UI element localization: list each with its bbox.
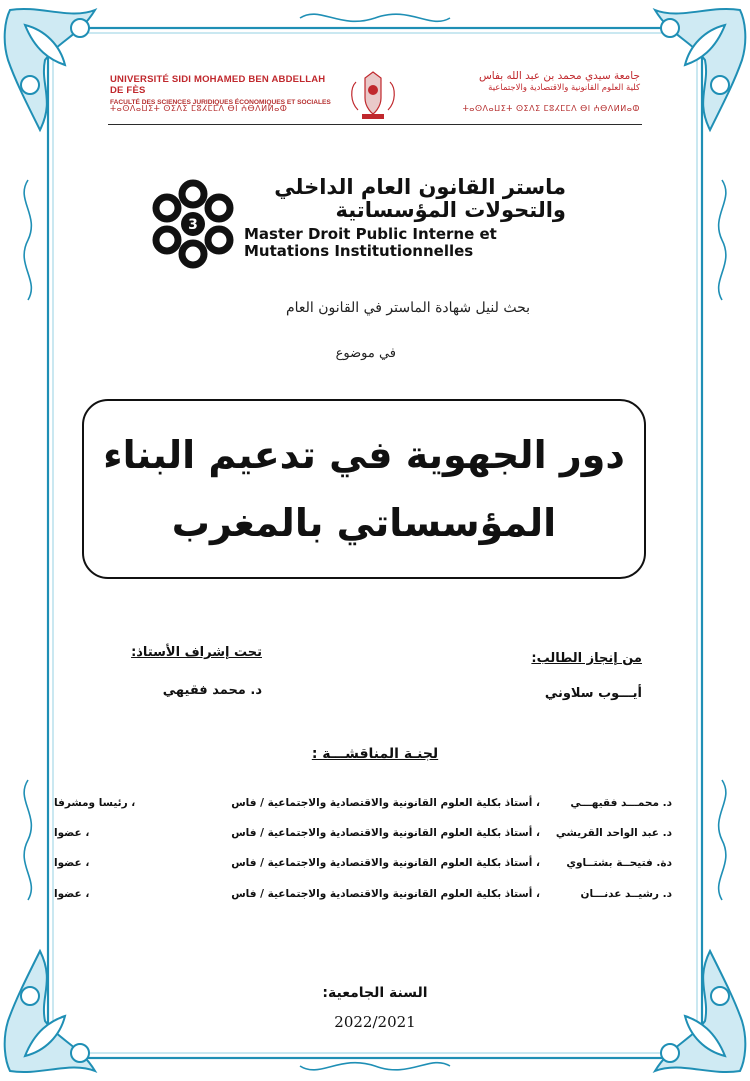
committee-member-row (54, 827, 672, 847)
side-ornament-left (24, 180, 31, 900)
svg-text:3: 3 (188, 217, 198, 233)
thesis-title-box (82, 399, 646, 579)
thesis-purpose: بحث لنيل شهادة الماستر في القانون العام (285, 300, 530, 316)
university-name-french (110, 74, 340, 106)
supervisor-name: د. محمد فقيهي (162, 683, 262, 698)
faculty-ar-line: كلية العلوم القانونية والاقتصادية والاجتماعية (488, 83, 640, 93)
corner-ornament-bottom-left (5, 951, 95, 1072)
member-name: دة. فتيحــة بشتــاوي (566, 857, 672, 869)
member-name: د. محمـــد فقيهـــي (570, 797, 672, 809)
topic-intro: في موضوع (335, 346, 396, 361)
committee-member-row (54, 797, 672, 817)
tifinagh-text-left: ⵜⴰⵙⴷⴰⵡⵉⵜ ⵙⵉⴷⵉ ⵎⵓⵃⵎⵎⴷ ⴱⵏ ⵄⴱⴷⵍⵍⴰⵀ (110, 104, 288, 113)
header-divider (108, 124, 642, 125)
tifinagh-text-right: ⵜⴰⵙⴷⴰⵡⵉⵜ ⵙⵉⴷⵉ ⵎⵓⵃⵎⵎⴷ ⴱⵏ ⵄⴱⴷⵍⵍⴰⵀ (462, 104, 640, 113)
corner-ornament-bottom-right (655, 951, 745, 1072)
bottom-ornament (300, 1063, 450, 1070)
thesis-title-line1: دور الجهوية في تدعيم البناء (103, 433, 625, 477)
university-ar-line: جامعة سيدي محمد بن عبد الله بفاس (478, 70, 640, 82)
supervisor-label: تحت إشراف الأستاذ: (131, 645, 262, 660)
academic-year-label: السنة الجامعية: (322, 985, 428, 1001)
university-crest-icon (342, 68, 404, 122)
committee-member-row (54, 857, 672, 877)
committee-member-row (54, 888, 672, 908)
master-fr-line1: Master Droit Public Interne et (244, 225, 497, 243)
top-ornament (300, 14, 450, 21)
thesis-title-line2: المؤسساتي بالمغرب (171, 501, 557, 545)
master-ar-line1: ماستر القانون العام الداخلي (274, 175, 566, 199)
corner-ornament-top-left (5, 9, 95, 130)
master-title-arabic (240, 176, 566, 222)
member-role: ، عضوا (54, 888, 90, 900)
faculty-fr-line: FACULTÉ DES SCIENCES JURIDIQUES ÉCONOMIQUES ET SOCIALES (110, 99, 331, 106)
master-program-logo-icon (147, 178, 239, 270)
member-title: ، أستاذ بكلية العلوم القانونية والاقتصادية والاجتماعية / فاس (231, 857, 540, 869)
member-role: ، رئيسا ومشرفا (54, 797, 136, 809)
member-name: د. عبد الواحد القريشي (555, 827, 672, 839)
student-name: أيـــوب سلاوني (544, 686, 642, 701)
master-title-french (244, 226, 574, 260)
member-role: ، عضوا (54, 857, 90, 869)
member-title: ، أستاذ بكلية العلوم القانونية والاقتصادية والاجتماعية / فاس (231, 888, 540, 900)
committee-heading: لجنـة المناقشـــة : (311, 746, 439, 762)
member-title: ، أستاذ بكلية العلوم القانونية والاقتصادية والاجتماعية / فاس (231, 827, 540, 839)
side-ornament-right (719, 180, 726, 900)
member-title: ، أستاذ بكلية العلوم القانونية والاقتصادية والاجتماعية / فاس (231, 797, 540, 809)
member-name: د. رشيــد عدنـــان (580, 888, 672, 900)
academic-year-value: 2022/2021 (334, 1013, 416, 1031)
master-fr-line2: Mutations Institutionnelles (244, 242, 474, 260)
university-fr-line: UNIVERSITÉ SIDI MOHAMED BEN ABDELLAH DE FÈS (110, 74, 326, 96)
university-name-arabic (410, 70, 640, 93)
member-role: ، عضوا (54, 827, 90, 839)
student-label: من إنجاز الطالب: (531, 651, 642, 666)
master-ar-line2: والتحولات المؤسساتية (335, 198, 566, 222)
corner-ornament-top-right (655, 9, 745, 130)
